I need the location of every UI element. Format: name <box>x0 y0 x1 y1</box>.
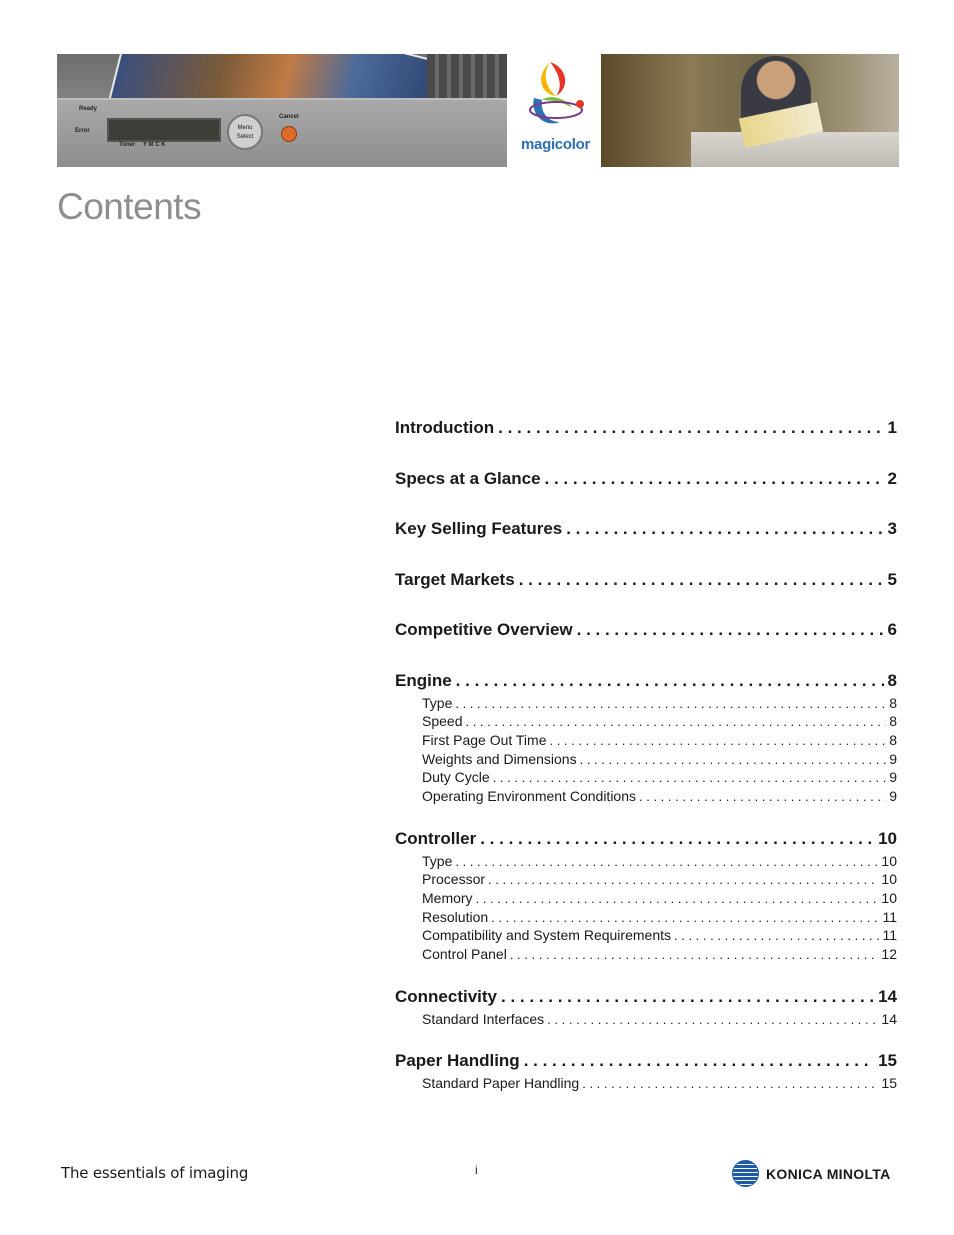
toc-subentry-page: 11 <box>882 927 897 944</box>
toc-subentry-title: Type <box>422 852 453 869</box>
toc-leader-dots <box>480 829 874 849</box>
toc-subentry-title: Type <box>422 694 453 711</box>
konica-minolta-globe-icon <box>732 1160 759 1187</box>
toc-section <box>395 469 897 493</box>
toc-subentry-title: Control Panel <box>422 946 507 963</box>
toner-label: Toner <box>119 142 136 148</box>
toc-leader-dots <box>524 1051 874 1071</box>
toc-subentry-title: Standard Paper Handling <box>422 1075 580 1092</box>
toc-subentry[interactable] <box>395 751 897 770</box>
toc-subentry-title: Operating Environment Conditions <box>422 787 637 804</box>
toc-section <box>395 671 897 807</box>
toc-subentry-title: Speed <box>422 713 463 730</box>
toc-subentry-page: 8 <box>889 731 897 748</box>
cancel-label: Cancel <box>279 114 299 120</box>
toc-subentry-title: Memory <box>422 890 473 906</box>
page-title: Contents <box>57 186 202 227</box>
toc-subentry[interactable] <box>395 853 897 872</box>
toc-subentry[interactable] <box>395 1011 897 1030</box>
toc-entry-title: Introduction <box>395 418 495 437</box>
toc-subentry[interactable] <box>395 769 897 788</box>
brand-name: KONICA MINOLTA <box>766 1165 891 1182</box>
toc-entry-page: 6 <box>887 620 897 639</box>
toc-entry-page: 8 <box>887 670 897 690</box>
toc-entry[interactable] <box>395 418 897 442</box>
table-of-contents <box>395 418 897 1094</box>
toc-entry-page: 10 <box>878 828 897 848</box>
menu-select-label: Menu Select <box>236 125 254 140</box>
lcd-display <box>107 118 221 142</box>
toc-subentry[interactable] <box>395 890 897 909</box>
toc-subentry-page: 9 <box>889 787 897 804</box>
toc-leader-dots <box>580 752 887 767</box>
office-photo <box>601 54 899 167</box>
toc-entry-page: 1 <box>887 418 897 437</box>
cancel-button-image <box>281 126 297 142</box>
toc-section <box>395 1051 897 1094</box>
toc-section <box>395 418 897 442</box>
toc-leader-dots <box>674 928 879 943</box>
toc-subentry-page: 10 <box>881 890 897 906</box>
toc-subentry[interactable] <box>395 909 897 928</box>
toc-leader-dots <box>455 854 878 869</box>
toc-subentry-title: Weights and Dimensions <box>422 750 577 767</box>
toc-leader-dots <box>501 987 874 1007</box>
toc-leader-dots <box>510 947 879 962</box>
toc-section <box>395 987 897 1030</box>
magicolor-swirl-icon <box>520 58 590 138</box>
toc-subentry-title: Duty Cycle <box>422 769 490 786</box>
toc-entry[interactable] <box>395 519 897 543</box>
toc-section <box>395 570 897 594</box>
toner-colors-label: Y M C K <box>143 142 166 148</box>
toc-leader-dots <box>465 714 886 729</box>
toc-entry[interactable] <box>395 671 897 695</box>
toc-subentry[interactable] <box>395 732 897 751</box>
toc-entry-title: Controller <box>395 828 477 848</box>
toc-entry-title: Engine <box>395 670 452 690</box>
toc-subentry-page: 10 <box>881 871 897 888</box>
toc-section <box>395 519 897 543</box>
toc-leader-dots <box>545 469 884 489</box>
menu-select-dial <box>227 114 263 150</box>
toc-entry[interactable] <box>395 469 897 493</box>
toc-subentry-title: First Page Out Time <box>422 731 547 748</box>
toc-subentry-page: 9 <box>889 769 897 786</box>
toc-subentry-title: Compatibility and System Requirements <box>422 927 671 944</box>
toc-leader-dots <box>547 1012 878 1027</box>
toc-section <box>395 829 897 965</box>
toc-subentry-page: 14 <box>881 1010 897 1027</box>
konica-minolta-logo <box>732 1160 890 1187</box>
toc-entry[interactable] <box>395 570 897 594</box>
error-label: Error <box>75 128 90 134</box>
toc-leader-dots <box>582 1076 878 1091</box>
toc-leader-dots <box>498 418 883 438</box>
toc-entry-page: 2 <box>887 468 897 488</box>
footer-page-number: i <box>475 1163 478 1177</box>
toc-subentry-page: 9 <box>889 750 897 767</box>
ready-label: Ready <box>79 106 98 112</box>
printer-photo <box>57 54 507 167</box>
toc-subentry[interactable] <box>395 695 897 714</box>
toc-section <box>395 620 897 644</box>
toc-leader-dots <box>455 696 886 711</box>
toc-subentry[interactable] <box>395 1075 897 1094</box>
toc-subentry-title: Processor <box>422 871 486 888</box>
toc-leader-dots <box>476 891 879 906</box>
toc-subentry-page: 10 <box>881 852 897 869</box>
toc-entry-page: 15 <box>878 1051 897 1071</box>
toc-entry-title: Competitive Overview <box>395 620 573 639</box>
toc-leader-dots <box>456 671 884 691</box>
toc-entry-page: 14 <box>878 986 897 1006</box>
toc-entry-page: 3 <box>887 519 897 538</box>
toc-subentry-page: 8 <box>889 694 897 711</box>
toc-entry[interactable] <box>395 620 897 644</box>
toc-leader-dots <box>566 519 883 539</box>
toc-leader-dots <box>488 872 878 887</box>
toc-entry-page: 5 <box>887 569 897 589</box>
toc-leader-dots <box>639 789 886 804</box>
magicolor-logo <box>512 54 599 167</box>
toc-subentry[interactable] <box>395 788 897 807</box>
toc-entry[interactable] <box>395 987 897 1011</box>
toc-entry-title: Target Markets <box>395 569 515 589</box>
toc-subentry-page: 8 <box>889 713 897 730</box>
toc-subentry[interactable] <box>395 871 897 890</box>
toc-leader-dots <box>577 620 884 640</box>
header-banner <box>57 54 899 167</box>
toc-entry-title: Paper Handling <box>395 1051 520 1071</box>
footer-tagline: The essentials of imaging <box>61 1164 249 1182</box>
toc-subentry[interactable] <box>395 713 897 732</box>
toc-entry-title: Key Selling Features <box>395 519 563 538</box>
toc-leader-dots <box>549 733 886 748</box>
toc-subentry-page: 15 <box>881 1075 897 1092</box>
toc-leader-dots <box>493 770 887 785</box>
toc-subentry[interactable] <box>395 927 897 946</box>
toc-leader-dots <box>519 570 884 590</box>
toc-entry-title: Connectivity <box>395 986 498 1006</box>
toc-entry-title: Specs at a Glance <box>395 468 541 488</box>
toc-subentry-page: 12 <box>881 946 897 963</box>
toc-subentry[interactable] <box>395 946 897 965</box>
magicolor-logo-text: magicolor <box>521 136 590 153</box>
toc-subentry-title: Resolution <box>422 908 489 925</box>
toc-entry[interactable] <box>395 829 897 853</box>
toc-leader-dots <box>491 910 879 925</box>
toc-subentry-page: 11 <box>882 908 897 925</box>
toc-subentry-title: Standard Interfaces <box>422 1010 545 1027</box>
printer-control-panel <box>57 98 507 167</box>
toc-entry[interactable] <box>395 1051 897 1075</box>
